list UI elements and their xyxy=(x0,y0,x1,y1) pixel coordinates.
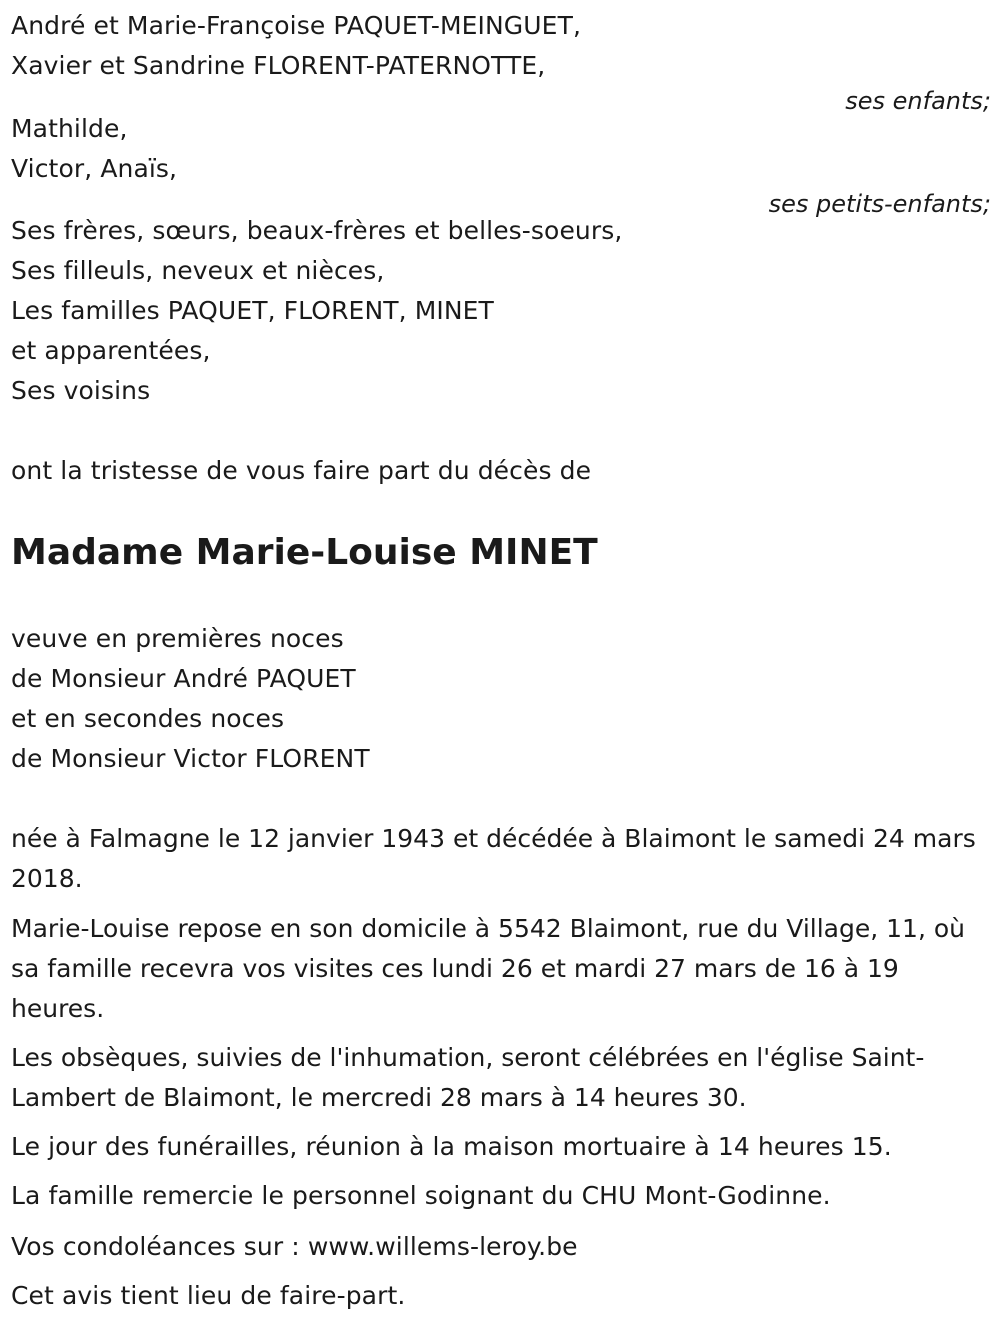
repose-paragraph: Marie-Louise repose en son domicile à 5542 Blaimont, rue du Village, 11, où sa famille recevra vos visites ces lundi 26 et mardi 27 mars de 16 à 19 heures. xyxy=(11,914,965,1023)
deceased-name: Madame Marie-Louise MINET xyxy=(11,532,598,573)
faire-part-paragraph: Cet avis tient lieu de faire-part. xyxy=(11,1281,406,1310)
family-line-2: Ses filleuls, neveux et nièces, xyxy=(11,256,385,285)
widow-line-2: de Monsieur André PAQUET xyxy=(11,664,356,693)
family-line-1: Ses frères, sœurs, beaux-frères et belles-soeurs, xyxy=(11,216,623,245)
child-line-2: Xavier et Sandrine FLORENT-PATERNOTTE, xyxy=(11,51,546,80)
grandchild-line-2: Victor, Anaïs, xyxy=(11,154,178,183)
grandchildren-role: ses petits-enfants; xyxy=(768,190,991,218)
obseques-paragraph: Les obsèques, suivies de l'inhumation, seront célébrées en l'église Saint-Lambert de Blaimont, le mercredi 28 mars à 14 heures 30. xyxy=(11,1043,925,1112)
birth-death-paragraph: née à Falmagne le 12 janvier 1943 et décédée à Blaimont le samedi 24 mars 2018. xyxy=(11,824,976,893)
child-line-1: André et Marie-Françoise PAQUET-MEINGUET, xyxy=(11,11,581,40)
funerailles-paragraph: Le jour des funérailles, réunion à la maison mortuaire à 14 heures 15. xyxy=(11,1132,892,1161)
widow-line-3: et en secondes noces xyxy=(11,704,285,733)
grandchild-line-1: Mathilde, xyxy=(11,114,128,143)
announcement-text: ont la tristesse de vous faire part du décès de xyxy=(11,456,592,485)
grandchildren-block xyxy=(11,109,991,219)
remerciements-paragraph: La famille remercie le personnel soignant du CHU Mont-Godinne. xyxy=(11,1181,831,1210)
children-role: ses enfants; xyxy=(845,87,991,115)
widow-line-1: veuve en premières noces xyxy=(11,624,344,653)
family-block xyxy=(11,211,991,411)
children-block xyxy=(11,6,991,116)
family-line-3: Les familles PAQUET, FLORENT, MINET xyxy=(11,296,494,325)
family-line-4: et apparentées, xyxy=(11,336,211,365)
widow-line-4: de Monsieur Victor FLORENT xyxy=(11,744,370,773)
family-line-5: Ses voisins xyxy=(11,376,151,405)
condoleances-paragraph: Vos condoléances sur : www.willems-leroy.be xyxy=(11,1232,578,1261)
widow-block xyxy=(11,619,991,779)
